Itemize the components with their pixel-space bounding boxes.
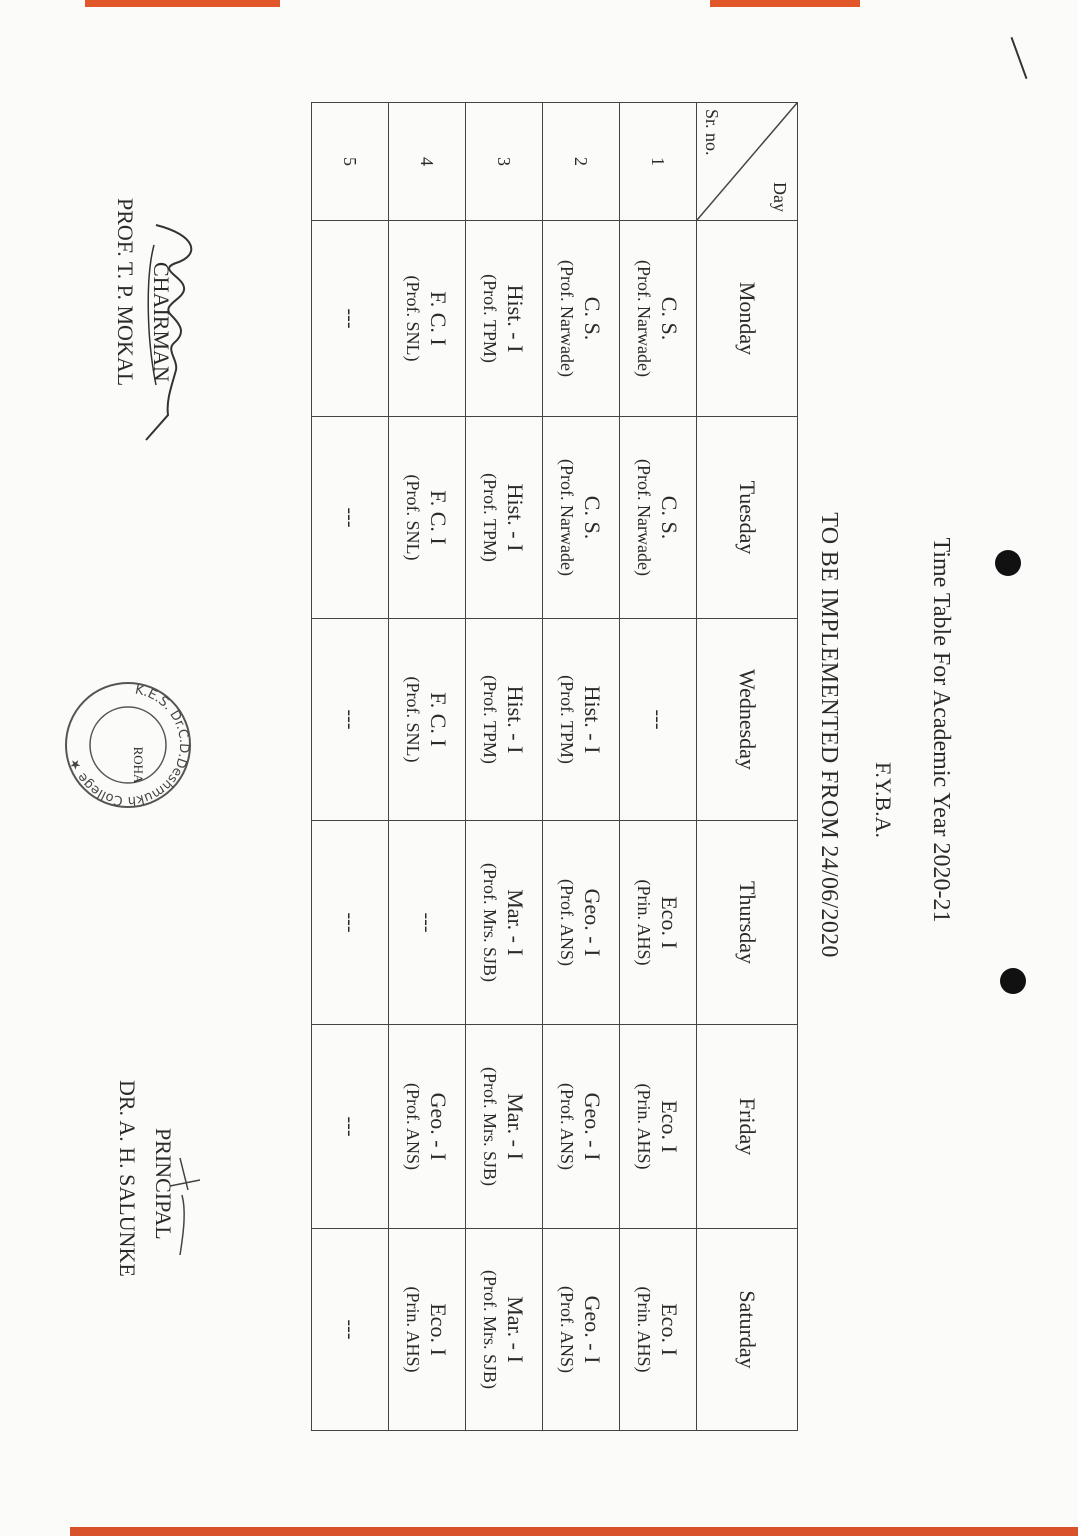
subject-label: Hist. - I xyxy=(503,685,528,754)
page-title: Time Table For Academic Year 2020-21 xyxy=(928,537,954,923)
lecture-cell xyxy=(389,619,466,821)
lecture-cell xyxy=(312,821,389,1025)
subject-label: --- xyxy=(416,912,439,933)
professor-label: (Prof. ANS) xyxy=(557,1082,578,1170)
subject-label: Hist. - I xyxy=(503,483,528,552)
lecture-cell xyxy=(620,417,697,619)
day-header: Wednesday xyxy=(697,619,798,821)
header-row xyxy=(697,103,798,1431)
chairman-name: PROF. T. P. MOKAL xyxy=(113,198,138,387)
subject-label: Eco. I xyxy=(426,1303,451,1356)
lecture-cell xyxy=(620,821,697,1025)
lecture-cell xyxy=(466,821,543,1025)
professor-label: (Prin. AHS) xyxy=(403,1286,424,1373)
subject-label: Geo. - I xyxy=(426,1092,451,1161)
lecture-cell xyxy=(466,417,543,619)
lecture-cell xyxy=(389,417,466,619)
lecture-cell xyxy=(466,221,543,417)
professor-label: (Prof. TPM) xyxy=(480,274,501,363)
subject-label: --- xyxy=(647,709,670,730)
professor-label: (Prof. Mrs. SJB) xyxy=(480,1066,501,1186)
lecture-cell xyxy=(312,417,389,619)
lecture-cell xyxy=(543,417,620,619)
day-header: Thursday xyxy=(697,821,798,1025)
professor-label: (Prof. ANS) xyxy=(557,1285,578,1373)
professor-label: (Prof. SNL) xyxy=(403,474,424,561)
lecture-cell xyxy=(620,1025,697,1229)
subject-label: Eco. I xyxy=(657,1100,682,1153)
timetable xyxy=(311,102,798,1431)
subject-label: Geo. - I xyxy=(580,1092,605,1161)
lecture-cell xyxy=(389,221,466,417)
day-header: Friday xyxy=(697,1025,798,1229)
class-name: F.Y.B.A. xyxy=(871,761,896,839)
corner-cell xyxy=(697,103,798,221)
subject-label: Geo. - I xyxy=(580,888,605,957)
subject-label: Geo. - I xyxy=(580,1295,605,1364)
professor-label: (Prof. TPM) xyxy=(480,675,501,764)
sr-number: 5 xyxy=(312,103,389,221)
lecture-cell xyxy=(543,1229,620,1431)
professor-label: (Prof. Narwade) xyxy=(634,459,655,576)
professor-label: (Prof. Mrs. SJB) xyxy=(480,1269,501,1389)
subject-label: Hist. - I xyxy=(580,685,605,754)
lecture-cell xyxy=(312,221,389,417)
lecture-cell xyxy=(389,1229,466,1431)
subject-label: Eco. I xyxy=(657,1303,682,1356)
lecture-cell xyxy=(312,619,389,821)
day-header: Tuesday xyxy=(697,417,798,619)
day-header: Saturday xyxy=(697,1229,798,1431)
table-row xyxy=(543,103,620,1431)
table-row xyxy=(466,103,543,1431)
lecture-cell xyxy=(466,1229,543,1431)
corner-day-label: Day xyxy=(770,182,790,212)
subject-label: Hist. - I xyxy=(503,284,528,353)
subject-label: --- xyxy=(339,1116,362,1137)
lecture-cell xyxy=(466,619,543,821)
day-header: Monday xyxy=(697,221,798,417)
sr-number: 4 xyxy=(389,103,466,221)
college-seal xyxy=(58,675,198,815)
sr-number: 3 xyxy=(466,103,543,221)
subject-label: Mar. - I xyxy=(503,1296,528,1363)
professor-label: (Prof. Narwade) xyxy=(557,459,578,576)
principal-name: DR. A. H. SALUNKE xyxy=(115,1080,140,1277)
lecture-cell xyxy=(466,1025,543,1229)
chairman-role: CHAIRMAN xyxy=(149,262,174,382)
sr-number: 2 xyxy=(543,103,620,221)
professor-label: (Prof. SNL) xyxy=(403,676,424,763)
lecture-cell xyxy=(543,619,620,821)
subject-label: F. C. I xyxy=(426,291,451,346)
table-row xyxy=(312,103,389,1431)
seal-place: ROHA xyxy=(131,746,146,784)
professor-label: (Prin. AHS) xyxy=(634,1083,655,1170)
subject-label: Mar. - I xyxy=(503,1093,528,1160)
lecture-cell xyxy=(620,1229,697,1431)
subject-label: C. S. xyxy=(657,296,682,341)
subject-label: C. S. xyxy=(657,495,682,540)
lecture-cell xyxy=(543,1025,620,1229)
subject-label: C. S. xyxy=(580,495,605,540)
table-row xyxy=(389,103,466,1431)
subject-label: F. C. I xyxy=(426,692,451,747)
sr-number: 1 xyxy=(620,103,697,221)
subject-label: C. S. xyxy=(580,296,605,341)
professor-label: (Prin. AHS) xyxy=(634,1286,655,1373)
subject-label: Mar. - I xyxy=(503,889,528,956)
professor-label: (Prin. AHS) xyxy=(634,879,655,966)
subject-label: Eco. I xyxy=(657,896,682,949)
lecture-cell xyxy=(389,1025,466,1229)
principal-role: PRINCIPAL xyxy=(151,1128,176,1240)
subject-label: F. C. I xyxy=(426,490,451,545)
lecture-cell xyxy=(620,619,697,821)
lecture-cell xyxy=(312,1025,389,1229)
lecture-cell xyxy=(620,221,697,417)
lecture-cell xyxy=(543,221,620,417)
professor-label: (Prof. Narwade) xyxy=(634,260,655,377)
subject-label: --- xyxy=(339,1319,362,1340)
subject-label: --- xyxy=(339,507,362,528)
professor-label: (Prof. Narwade) xyxy=(557,260,578,377)
lecture-cell xyxy=(389,821,466,1025)
professor-label: (Prof. Mrs. SJB) xyxy=(480,862,501,982)
professor-label: (Prof. TPM) xyxy=(480,473,501,562)
professor-label: (Prof. ANS) xyxy=(557,878,578,966)
professor-label: (Prof. ANS) xyxy=(403,1082,424,1170)
corner-sr-label: Sr. no. xyxy=(702,109,723,156)
implementation-date: TO BE IMPLEMENTED FROM 24/06/2020 xyxy=(816,512,842,958)
professor-label: (Prof. TPM) xyxy=(557,675,578,764)
subject-label: --- xyxy=(339,912,362,933)
subject-label: --- xyxy=(339,709,362,730)
subject-label: --- xyxy=(339,308,362,329)
svg-text:K.E.S. Dr.C.D.Deshmukh College: K.E.S. Dr.C.D.Deshmukh College ★ xyxy=(66,682,192,809)
table-row xyxy=(620,103,697,1431)
lecture-cell xyxy=(312,1229,389,1431)
professor-label: (Prof. SNL) xyxy=(403,275,424,362)
lecture-cell xyxy=(543,821,620,1025)
